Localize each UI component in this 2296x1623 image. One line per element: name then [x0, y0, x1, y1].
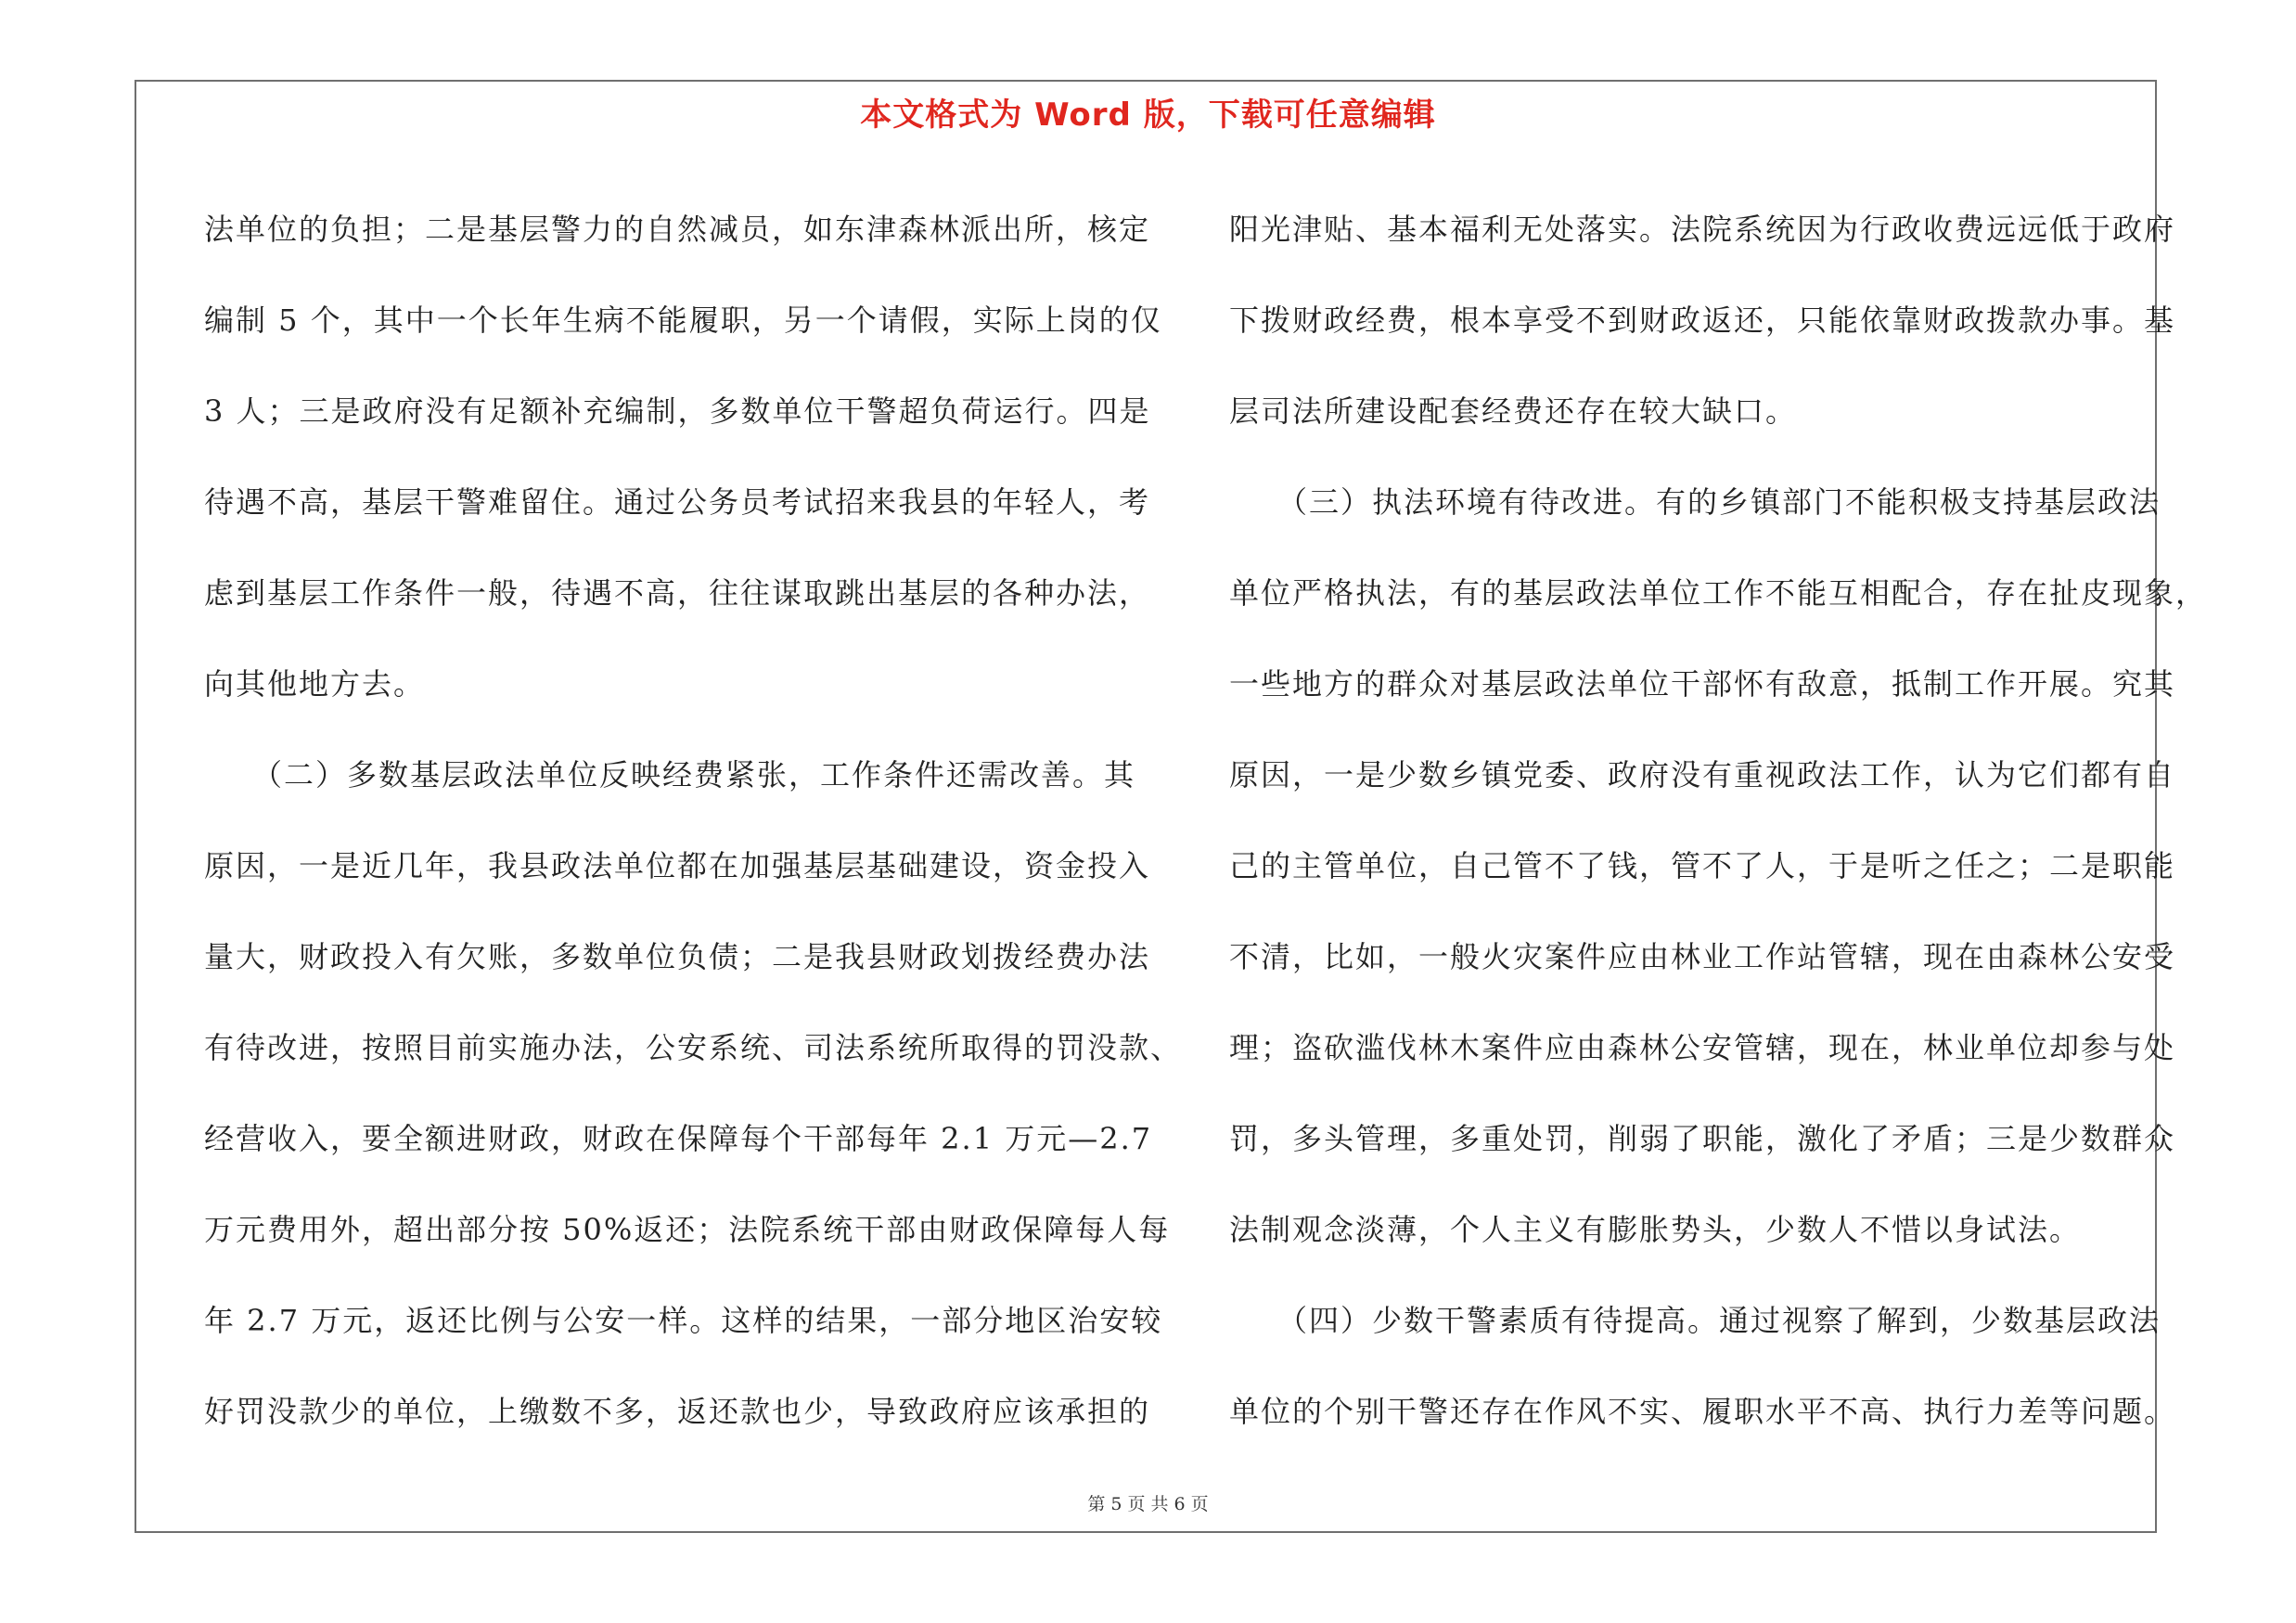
text-line: 一些地方的群众对基层政法单位干部怀有敌意，抵制工作开展。究其 — [1229, 666, 2176, 702]
text-line: （三）执法环境有待改进。有的乡镇部门不能积极支持基层政法 — [1229, 484, 2161, 520]
text-line: 己的主管单位，自己管不了钱，管不了人，于是听之任之；二是职能 — [1229, 848, 2176, 883]
format-notice-banner: 本文格式为 Word 版，下载可任意编辑 — [860, 97, 1436, 134]
text-line: 单位严格执法，有的基层政法单位工作不能互相配合，存在扯皮现象， — [1229, 575, 2208, 611]
text-line: 虑到基层工作条件一般，待遇不高，往往谋取跳出基层的各种办法， — [204, 575, 1151, 611]
text-line: 罚，多头管理，多重处罚，削弱了职能，激化了矛盾；三是少数群众 — [1229, 1121, 2176, 1156]
text-line: 经营收入，要全额进财政，财政在保障每个干部每年 2.1 万元—2.7 — [204, 1121, 1153, 1156]
text-line: 万元费用外，超出部分按 50%返还；法院系统干部由财政保障每人每 — [204, 1212, 1171, 1247]
text-line: 量大，财政投入有欠账，多数单位负债；二是我县财政划拨经费办法 — [204, 939, 1151, 974]
text-line: 好罚没款少的单位，上缴数不多，返还款也少，导致政府应该承担的 — [204, 1394, 1151, 1429]
text-line: 有待改进，按照目前实施办法，公安系统、司法系统所取得的罚没款、 — [204, 1030, 1183, 1065]
text-line: 向其他地方去。 — [204, 666, 426, 702]
text-line: 法制观念淡薄，个人主义有膨胀势头，少数人不惜以身试法。 — [1229, 1212, 2082, 1247]
text-line: 年 2.7 万元，返还比例与公安一样。这样的结果，一部分地区治安较 — [204, 1303, 1163, 1338]
text-line: 层司法所建设配套经费还存在较大缺口。 — [1229, 393, 1798, 429]
text-line: 理；盗砍滥伐林木案件应由森林公安管辖，现在，林业单位却参与处 — [1229, 1030, 2176, 1065]
text-line: 待遇不高，基层干警难留住。通过公务员考试招来我县的年轻人，考 — [204, 484, 1151, 520]
text-line: 法单位的负担；二是基层警力的自然减员，如东津森林派出所，核定 — [204, 212, 1151, 247]
text-line: 下拨财政经费，根本享受不到财政返还，只能依靠财政拨款办事。基 — [1229, 303, 2176, 338]
right-text-column — [1229, 184, 2208, 1457]
text-line: 原因，一是少数乡镇党委、政府没有重视政法工作，认为它们都有自 — [1229, 757, 2176, 792]
text-line: 阳光津贴、基本福利无处落实。法院系统因为行政收费远远低于政府 — [1229, 212, 2176, 247]
text-line: （二）多数基层政法单位反映经费紧张，工作条件还需改善。其 — [204, 757, 1136, 792]
left-text-column — [204, 184, 1183, 1457]
text-line: 原因，一是近几年，我县政法单位都在加强基层基础建设，资金投入 — [204, 848, 1151, 883]
page-number-footer: 第 5 页 共 6 页 — [1087, 1494, 1209, 1514]
text-line: （四）少数干警素质有待提高。通过视察了解到，少数基层政法 — [1229, 1303, 2161, 1338]
text-line: 不清，比如，一般火灾案件应由林业工作站管辖，现在由森林公安受 — [1229, 939, 2176, 974]
text-line: 单位的个别干警还存在作风不实、履职水平不高、执行力差等问题。 — [1229, 1394, 2176, 1429]
text-line: 3 人；三是政府没有足额补充编制，多数单位干警超负荷运行。四是 — [204, 393, 1151, 429]
text-line: 编制 5 个，其中一个长年生病不能履职，另一个请假，实际上岗的仅 — [204, 303, 1162, 338]
